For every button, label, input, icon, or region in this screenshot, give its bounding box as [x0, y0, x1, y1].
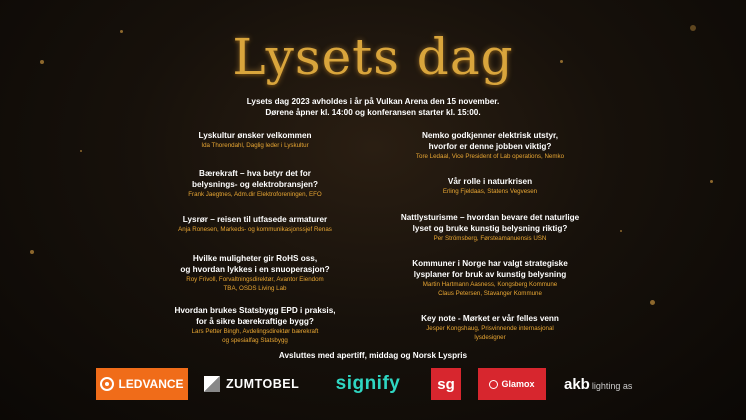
- talk-title: belysnings- og elektrobransjen?: [191, 180, 319, 189]
- program-item: [375, 313, 605, 342]
- sparkle: [30, 250, 34, 254]
- talk-title: lyset og bruke kunstig belysning riktig?: [412, 224, 568, 233]
- talk-title: Hvordan brukes Statsbygg EPD i praksis,: [174, 306, 336, 315]
- sparkle: [80, 150, 82, 152]
- talk-title: lysplaner for bruk av kunstig belysning: [413, 270, 567, 279]
- zumtobel-icon: [204, 376, 220, 392]
- program-item: [140, 214, 370, 235]
- talk-title: Lysrør – reisen til utfasede armaturer: [182, 215, 328, 224]
- program-item: [140, 253, 370, 293]
- sparkle: [620, 230, 622, 232]
- talk-title: Hvilke muligheter gir RoHS oss,: [192, 254, 318, 263]
- talk-speaker: Jesper Kongshaug, Prisvinnende internasjonal: [426, 325, 554, 332]
- talk-speaker: Frank Jaegtnes, Adm.dir Elektroforeningen, EFO: [188, 191, 322, 198]
- talk-speaker: Claus Petersen, Stavanger Kommune: [438, 289, 542, 297]
- talk-speaker: Ida Thorendahl, Daglig leder i Lyskultur: [201, 142, 309, 149]
- intro-line: Dørene åpner kl. 14:00 og konferansen starter kl. 15:00.: [265, 108, 481, 117]
- talk-speaker: Roy Frivoll, Forvaltningsdirektør, Avantor Eiendom: [186, 276, 324, 283]
- closing-text: Avsluttes med apertiff, middag og Norsk Lyspris: [278, 351, 468, 360]
- logo-text: Glamox: [501, 379, 535, 389]
- program-item: [140, 305, 370, 345]
- intro-text: [0, 96, 746, 118]
- talk-title: for å sikre bærekraftige bygg?: [196, 317, 314, 326]
- program-item: [375, 212, 605, 244]
- logo-text: LEDVANCE: [118, 377, 184, 391]
- sg-logo: [431, 368, 461, 400]
- sparkle: [650, 300, 655, 305]
- talk-title: Nattlysturisme – hvordan bevare det naturlige: [400, 213, 580, 222]
- ledvance-logo: [96, 368, 188, 400]
- talk-speaker: Erling Fjeldaas, Statens Vegvesen: [442, 188, 538, 195]
- talk-title: hvorfor er denne jobben viktig?: [428, 142, 552, 151]
- logo-text: ZUMTOBEL: [226, 377, 300, 391]
- talk-title: Key note - Mørket er vår felles venn: [421, 314, 559, 323]
- ledvance-icon: [100, 377, 114, 391]
- talk-speaker: Per Strömsberg, Førsteamanuensis USN: [433, 235, 547, 242]
- talk-speaker: Lars Petter Bingh, Avdelingsdirektør bærekraft: [191, 328, 319, 335]
- logo-text: lighting as: [591, 380, 633, 391]
- program-item: [140, 130, 370, 151]
- talk-title: Lyskultur ønsker velkommen: [198, 131, 312, 140]
- talk-title: Nemko godkjenner elektrisk utstyr,: [421, 131, 559, 140]
- talk-speaker: Tore Ledaal, Vice President of Lab operations, Nemko: [415, 153, 565, 160]
- talk-title: Kommuner i Norge har valgt strategiske: [412, 259, 568, 268]
- talk-title: Bærekraft – hva betyr det for: [199, 169, 311, 178]
- akb-logo: [560, 368, 650, 400]
- program-item: [140, 168, 370, 200]
- logo-text: sg: [437, 375, 455, 393]
- zumtobel-logo: [198, 368, 308, 400]
- talk-speaker: lysdesigner: [474, 333, 506, 341]
- program-item: [375, 130, 605, 162]
- talk-speaker: og spesialfag Statsbygg: [222, 336, 288, 344]
- sparkle: [710, 180, 713, 183]
- talk-title: Vår rolle i naturkrisen: [447, 177, 533, 186]
- logo-text: akb: [564, 375, 590, 393]
- signify-logo: [320, 368, 416, 400]
- glamox-logo: [478, 368, 546, 400]
- program-item: [375, 176, 605, 197]
- logo-text: signify: [335, 373, 401, 394]
- page-title: Lysets dag: [232, 28, 514, 86]
- intro-line: Lysets dag 2023 avholdes i år på Vulkan Arena den 15 november.: [246, 97, 500, 106]
- glamox-icon: [489, 380, 498, 389]
- talk-speaker: Martin Hartmann Aasness, Kongsberg Kommune: [422, 281, 558, 288]
- program-item: [375, 258, 605, 298]
- talk-speaker: TBA, OSDS Living Lab: [223, 284, 287, 292]
- talk-speaker: Anja Ronesen, Markeds- og kommunikasjonssjef Renas: [178, 226, 332, 233]
- talk-title: og hvordan lykkes i en snuoperasjon?: [180, 265, 330, 274]
